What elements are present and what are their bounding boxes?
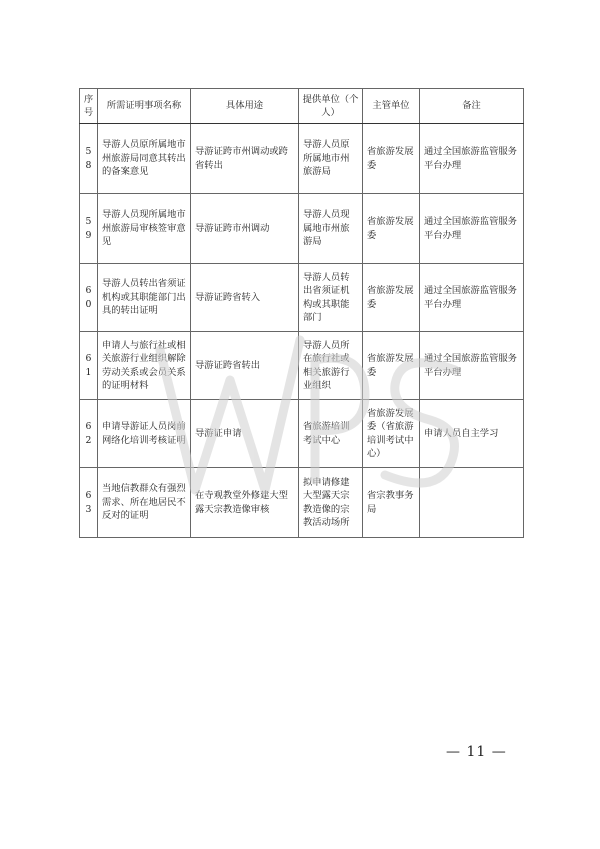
header-issuer: 提供单位（个人） xyxy=(299,89,363,124)
row-purpose: 在寺观教堂外修建大型露天宗教造像审核 xyxy=(191,468,299,538)
row-remark: 通过全国旅游监管服务平台办理 xyxy=(420,194,524,264)
header-material: 所需证明事项名称 xyxy=(98,89,191,124)
row-issuer: 导游人员转出省须证机构或其职能部门 xyxy=(299,264,363,332)
row-purpose: 导游证跨省转出 xyxy=(191,332,299,400)
row-issuer: 导游人员原所属地市州旅游局 xyxy=(299,124,363,194)
table-row xyxy=(80,194,524,264)
certificate-table xyxy=(79,88,524,538)
table-header-row xyxy=(80,89,524,124)
row-remark: 通过全国旅游监管服务平台办理 xyxy=(420,264,524,332)
row-authority: 省旅游发展委 xyxy=(363,332,420,400)
table-row xyxy=(80,124,524,194)
row-seq: 62 xyxy=(80,400,98,468)
row-seq: 58 xyxy=(80,124,98,194)
row-material: 导游人员现所属地市州旅游局审核签审意见 xyxy=(98,194,191,264)
table-row xyxy=(80,468,524,538)
row-seq: 59 xyxy=(80,194,98,264)
table-row xyxy=(80,400,524,468)
table-row xyxy=(80,332,524,400)
row-purpose: 导游证跨市州调动或跨省转出 xyxy=(191,124,299,194)
row-issuer: 导游人员现属地市州旅游局 xyxy=(299,194,363,264)
row-material: 导游人员转出省须证机构或其职能部门出具的转出证明 xyxy=(98,264,191,332)
row-issuer: 导游人员所在旅行社或相关旅游行业组织 xyxy=(299,332,363,400)
row-seq: 63 xyxy=(80,468,98,538)
header-purpose: 具体用途 xyxy=(191,89,299,124)
row-purpose: 导游证跨省转入 xyxy=(191,264,299,332)
header-authority: 主管单位 xyxy=(363,89,420,124)
row-authority: 省旅游发展委 xyxy=(363,124,420,194)
row-material: 申请导游证人员岗前网络化培训考核证明 xyxy=(98,400,191,468)
row-purpose: 导游证申请 xyxy=(191,400,299,468)
row-authority: 省宗教事务局 xyxy=(363,468,420,538)
table-row xyxy=(80,264,524,332)
header-seq: 序号 xyxy=(80,89,98,124)
row-seq: 60 xyxy=(80,264,98,332)
row-seq: 61 xyxy=(80,332,98,400)
row-issuer: 拟申请修建大型露天宗教造像的宗教活动场所 xyxy=(299,468,363,538)
row-remark: 通过全国旅游监管服务平台办理 xyxy=(420,124,524,194)
row-authority: 省旅游发展委 xyxy=(363,194,420,264)
row-issuer: 省旅游培训考试中心 xyxy=(299,400,363,468)
row-remark: 申请人员自主学习 xyxy=(420,400,524,468)
row-authority: 省旅游发展委（省旅游培训考试中心） xyxy=(363,400,420,468)
header-remark: 备注 xyxy=(420,89,524,124)
page-number: — 11 — xyxy=(446,744,507,760)
row-authority: 省旅游发展委 xyxy=(363,264,420,332)
row-purpose: 导游证跨市州调动 xyxy=(191,194,299,264)
row-material: 导游人员原所属地市州旅游局同意其转出的备案意见 xyxy=(98,124,191,194)
row-remark xyxy=(420,468,524,538)
row-material: 申请人与旅行社或相关旅游行业组织解除劳动关系或会员关系的证明材料 xyxy=(98,332,191,400)
row-material: 当地信教群众有强烈需求、所在地居民不反对的证明 xyxy=(98,468,191,538)
row-remark: 通过全国旅游监管服务平台办理 xyxy=(420,332,524,400)
